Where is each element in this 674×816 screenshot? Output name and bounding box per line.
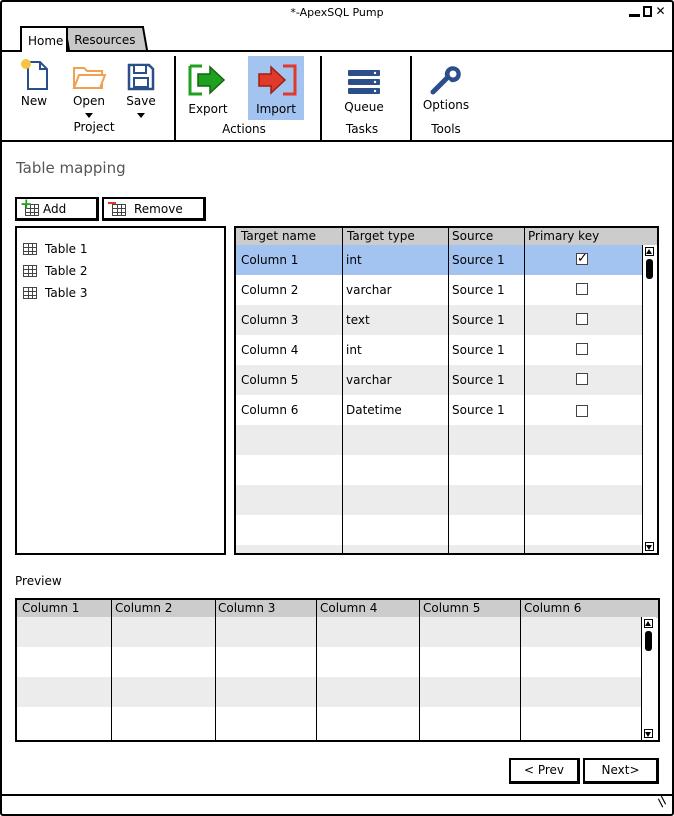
- primary-key-checkbox[interactable]: [576, 343, 588, 355]
- table-row[interactable]: [236, 305, 642, 335]
- window-title: *-ApexSQL Pump: [290, 6, 384, 19]
- column-header-target-name[interactable]: Target name: [241, 229, 316, 243]
- ribbon-separator: [174, 56, 176, 142]
- wrench-icon: [429, 64, 463, 98]
- add-table-icon: +: [21, 202, 39, 216]
- scroll-up-icon[interactable]: [644, 619, 653, 628]
- new-file-icon: [18, 58, 52, 92]
- title-bar: [2, 2, 672, 24]
- scroll-down-icon[interactable]: [645, 542, 654, 551]
- primary-key-checkbox[interactable]: [576, 283, 588, 295]
- list-item-label: Table 1: [45, 242, 88, 256]
- column-divider: [524, 228, 525, 555]
- status-bar-divider: [2, 794, 672, 796]
- cell-target-name: Column 6: [241, 403, 299, 417]
- column-divider: [316, 600, 317, 742]
- mapping-scrollbar[interactable]: [642, 245, 657, 555]
- preview-column-header[interactable]: Column 6: [524, 601, 582, 615]
- cell-target-name: Column 5: [241, 373, 299, 387]
- import-button-label: Import: [256, 102, 296, 116]
- table-row-empty: [236, 425, 642, 455]
- minimize-button[interactable]: [629, 5, 640, 17]
- table-row-empty: [236, 545, 642, 555]
- scroll-thumb[interactable]: [646, 259, 653, 279]
- new-button[interactable]: [8, 56, 60, 112]
- primary-key-checkbox[interactable]: [576, 313, 588, 325]
- group-label-tools: Tools: [431, 122, 461, 136]
- cell-source: Source 1: [452, 253, 505, 267]
- cell-source: Source 1: [452, 313, 505, 327]
- column-header-primary-key[interactable]: Primary key: [528, 229, 600, 243]
- remove-button[interactable]: [102, 197, 206, 221]
- primary-key-checkbox[interactable]: [576, 405, 588, 417]
- ribbon: [2, 50, 672, 142]
- cell-source: Source 1: [452, 373, 505, 387]
- open-button-label: Open: [72, 94, 106, 108]
- group-label-actions: Actions: [222, 122, 266, 136]
- maximize-button[interactable]: [643, 6, 652, 17]
- column-divider: [342, 228, 343, 555]
- import-button[interactable]: [248, 56, 304, 120]
- table-row[interactable]: [236, 275, 642, 305]
- ribbon-separator: [410, 56, 412, 142]
- table-row[interactable]: [236, 395, 642, 425]
- tab-resources-label: Resources: [74, 33, 136, 47]
- cell-target-name: Column 1: [241, 253, 299, 267]
- export-button[interactable]: [182, 56, 234, 120]
- queue-button-label: Queue: [344, 100, 384, 114]
- table-row[interactable]: [236, 365, 642, 395]
- preview-column-header[interactable]: Column 4: [320, 601, 378, 615]
- options-button-label: Options: [422, 98, 470, 112]
- remove-button-label: Remove: [134, 201, 183, 216]
- primary-key-checkbox[interactable]: ✓: [577, 251, 588, 266]
- cell-target-type: int: [346, 343, 362, 357]
- queue-button[interactable]: [334, 56, 394, 116]
- new-button-label: New: [20, 94, 48, 108]
- cell-target-type: text: [346, 313, 370, 327]
- add-button[interactable]: [15, 194, 99, 221]
- tab-home[interactable]: Home: [20, 26, 68, 52]
- list-item-label: Table 2: [45, 264, 88, 278]
- cell-target-type: varchar: [346, 283, 392, 297]
- table-row-empty: [236, 485, 642, 515]
- column-header-target-type[interactable]: Target type: [347, 229, 415, 243]
- cell-target-name: Column 4: [241, 343, 299, 357]
- cell-target-type: varchar: [346, 373, 392, 387]
- folder-icon: [72, 62, 106, 92]
- scroll-thumb[interactable]: [645, 631, 652, 651]
- table-icon: [23, 287, 37, 299]
- export-button-label: Export: [188, 102, 228, 116]
- column-divider: [111, 600, 112, 742]
- open-button[interactable]: [64, 56, 114, 120]
- preview-column-header[interactable]: Column 2: [115, 601, 173, 615]
- cell-source: Source 1: [452, 403, 505, 417]
- save-button[interactable]: [118, 56, 164, 120]
- list-item-table-1[interactable]: [23, 242, 87, 256]
- table-list: [15, 226, 226, 555]
- tab-resources[interactable]: [64, 26, 148, 50]
- chevron-down-icon: [85, 113, 93, 118]
- table-icon: [23, 265, 37, 277]
- close-button[interactable]: ✕: [655, 4, 666, 18]
- add-button-label: Add: [43, 201, 67, 216]
- preview-column-header[interactable]: Column 3: [218, 601, 276, 615]
- list-item-table-2[interactable]: [23, 264, 87, 278]
- cell-source: Source 1: [452, 343, 505, 357]
- preview-label: Preview: [15, 574, 62, 588]
- remove-table-icon: [108, 202, 126, 216]
- cell-target-type: Datetime: [346, 403, 402, 417]
- preview-grid-header: [17, 600, 658, 618]
- next-button[interactable]: Next>: [583, 758, 659, 784]
- ribbon-separator: [320, 56, 322, 142]
- cell-target-name: Column 3: [241, 313, 299, 327]
- column-divider: [215, 600, 216, 742]
- export-icon: [186, 62, 230, 98]
- cell-target-type: int: [346, 253, 362, 267]
- scroll-up-icon[interactable]: [645, 247, 654, 256]
- group-label-project: Project: [73, 120, 115, 134]
- save-button-label: Save: [126, 94, 156, 108]
- scroll-down-icon[interactable]: [644, 729, 653, 738]
- mapping-grid-header: [236, 228, 657, 246]
- column-header-source[interactable]: Source: [452, 229, 494, 243]
- group-label-tasks: Tasks: [345, 122, 379, 136]
- cell-target-name: Column 2: [241, 283, 299, 297]
- primary-key-checkbox[interactable]: [576, 373, 588, 385]
- mapping-grid: [234, 226, 659, 555]
- cell-source: Source 1: [452, 283, 505, 297]
- column-divider: [448, 228, 449, 555]
- chevron-down-icon: [137, 113, 145, 118]
- list-item-table-3[interactable]: [23, 286, 87, 300]
- preview-scrollbar[interactable]: [641, 617, 656, 742]
- column-divider: [520, 600, 521, 742]
- page-title: Table mapping: [16, 159, 126, 177]
- prev-button[interactable]: < Prev: [509, 758, 580, 784]
- table-icon: [23, 243, 37, 255]
- preview-column-header[interactable]: Column 5: [423, 601, 481, 615]
- import-icon: [253, 62, 299, 98]
- table-row[interactable]: [236, 335, 642, 365]
- queue-icon: [347, 68, 381, 98]
- table-row[interactable]: [236, 245, 642, 275]
- table-row-empty: [236, 455, 642, 485]
- resize-grip-icon[interactable]: //: [654, 794, 670, 809]
- list-item-label: Table 3: [45, 286, 88, 300]
- column-divider: [419, 600, 420, 742]
- preview-grid: [15, 598, 660, 742]
- options-button[interactable]: [418, 56, 474, 116]
- preview-column-header[interactable]: Column 1: [22, 601, 80, 615]
- table-row-empty: [236, 515, 642, 545]
- floppy-icon: [126, 62, 156, 92]
